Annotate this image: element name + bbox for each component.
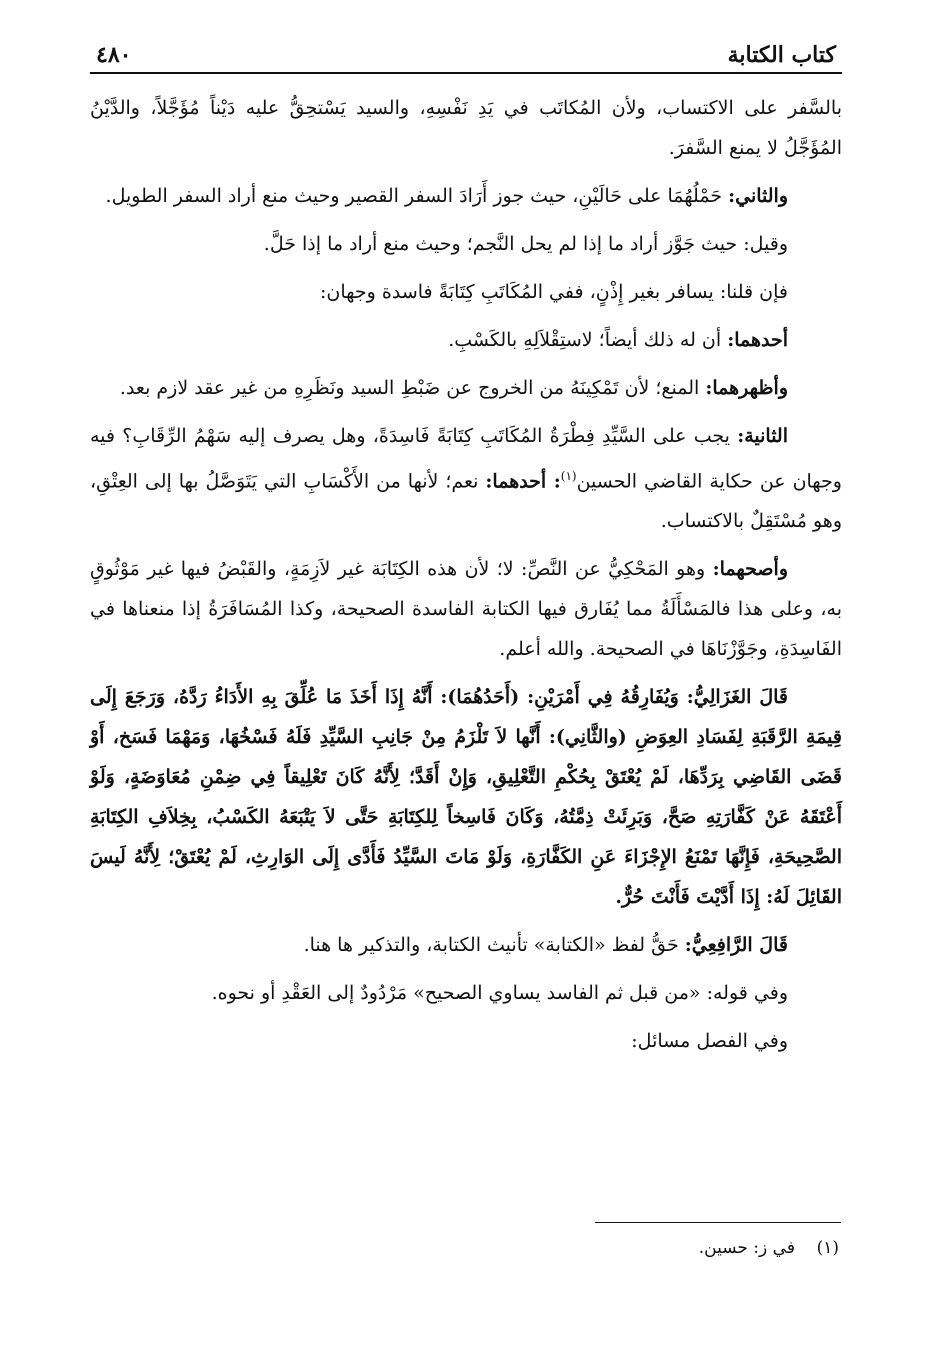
closing-paragraph-1: قَالَ الرَّافِعِيُّ: حَقُّ لفظ «الكتابة» تأنيث الكتابة، والتذكير ها هنا. [303, 934, 788, 957]
quote-paragraph: قَالَ الغَزَالِيُّ: وَيُفَارِقُهُ فِي أَمْرَيْنِ: (أَحَدُهُمَا): أَنَّهُ إِذَا أَخَذَ مَا عُلِّقَ بِهِ الأَدَاءُ رَدَّهُ، وَرَجَعَ إِلَى قِيمَةِ الرَّقَبَةِ لِفَسَادِ العِوَضِ (والثَّانِي): أَنَّها لاَ تَلْزَمُ مِنْ جَانِبِ السَّيِّدِ فَلَهُ فَسْخُهَا، وَمَهْمَا فَسَخ، أَوْ قَضَى القَاضِي بِرَدِّهَا، لَمْ يُعْتَقْ بِحُكْمِ التَّعْلِيقِ، وَإِنْ أَقَدَّ؛ لِأَنَّهُ كَانَ تَعْلِيقاً فِي ضِمْنِ مُعَاوَضَةٍ، وَلَوْ أَعْتَقَهُ عَنْ كَفَّارَتِهِ صَحَّ، وَبَرِئَتْ ذِمَّتُهُ، وَكَانَ فَاسِخاً لِلكِتَابَةِ حَتَّى لاَ يَتْبَعَهُ الكَسْبُ، بِخِلاَفِ الكِتَابَةِ الصَّحِيحَةِ، فَإِنَّهَا تَمْنَعُ الإِجْزَاءَ عَنِ الكَفَّارَةِ، وَلَوْ مَاتَ السَّيِّدُ فَأَدَّى إِلَى الوَارِثِ، لَمْ يُعْتَقْ؛ لِأَنَّهُ لَيسَ القَائِلَ لَهُ: إِذَا أَدَّيْتَ فَأَنْتَ حُرٌّ. [90, 686, 842, 909]
closing-paragraph-2: وفي قوله: «من قبل ثم الفاسد يساوي الصحيح» مَرْدُودٌ إلى العَقْدِ أو نحوه. [211, 982, 788, 1005]
paragraph-2: والثاني: حَمْلُهُمَا على حَالَيْنِ، حيث جوز أَرَادَ السفر القصير وحيث منع أراد السفر الطويل. [105, 185, 788, 207]
ghazali-quote [90, 677, 842, 917]
page [90, 28, 842, 1069]
paragraph-8: وأصحهما: وهو المَحْكِيُّ عن النَّصِّ: لا؛ لأن هذه الكِتَابَة غير لاَزِمَةٍ، والقَبْضُ فيها غير مَوْثُوقٍ به، وعلى هذا فالمَسْأَلَةُ مما يُفَارق فيها الكتابة الفاسدة الصحيحة، وكذا المُسَافَرَةُ إذا منعناها في الفَاسِدَةِ، وجَوَّزْنَاهَا في الصحيحة. والله أعلم. [90, 558, 842, 661]
footnote-ref: (١) [560, 469, 577, 483]
book-title: كتاب الكتابة [727, 42, 836, 68]
paragraph-4: فإن قلنا: يسافر بغير إِذْنٍ، ففي المُكَاتَبِ كِتَابَةً فاسدة وجهان: [320, 281, 788, 303]
header-rule [90, 72, 842, 74]
paragraph-3: وقيل: حيث جَوَّز أراد ما إذا لم يحل النَّجم؛ وحيث منع أراد ما إذا حَلَّ. [263, 233, 788, 255]
paragraph-7: الثانية: يجب على السَّيِّدِ فِطْرَةُ المُكَاتَبِ كِتَابَةً فَاسِدَةً، وهل يصرف إليه سَهْمُ الرِّقَابِ؟ فيه وجهان عن حكاية القاضي الحسين$^{(١)}$: أحدهما: نعم؛ لأنها من الأَكْسَابِ التي يَتَوَصَّلُ بها إلى العِتْقِ، وهو مُسْتَقِلٌ بالاكتساب. [90, 425, 842, 533]
footnote-text: في ز: حسين. [698, 1238, 795, 1258]
running-head [90, 28, 842, 68]
paragraph-6: وأظهرهما: المنع؛ لأن تَمْكِينَهُ من الخروج عن ضَبْطِ السيد ونَظَرِهِ من غير عقد لازم بعد. [119, 377, 788, 399]
footnote [699, 1238, 839, 1258]
main-text [90, 88, 842, 1061]
footnote-marker: (١) [816, 1238, 839, 1258]
paragraph-5: أحدهما: أن له ذلك أيضاً؛ لاستِقْلاَلِهِ بالكَسْبِ. [448, 329, 788, 351]
paragraph-1: بالسَّفر على الاكتساب، ولأن المُكاتَب في يَدِ نَفْسِهِ، والسيد يَسْتحِقُّ عليه دَيْناً مُؤَجَّلاً، والدَّيْنُ المُؤَجَّلُ لا يمنع السَّفرَ. [90, 97, 842, 159]
page-number: ٤٨٠ [96, 42, 132, 68]
closing-paragraph-3: وفي الفصل مسائل: [631, 1030, 788, 1053]
footnote-rule [595, 1222, 841, 1223]
